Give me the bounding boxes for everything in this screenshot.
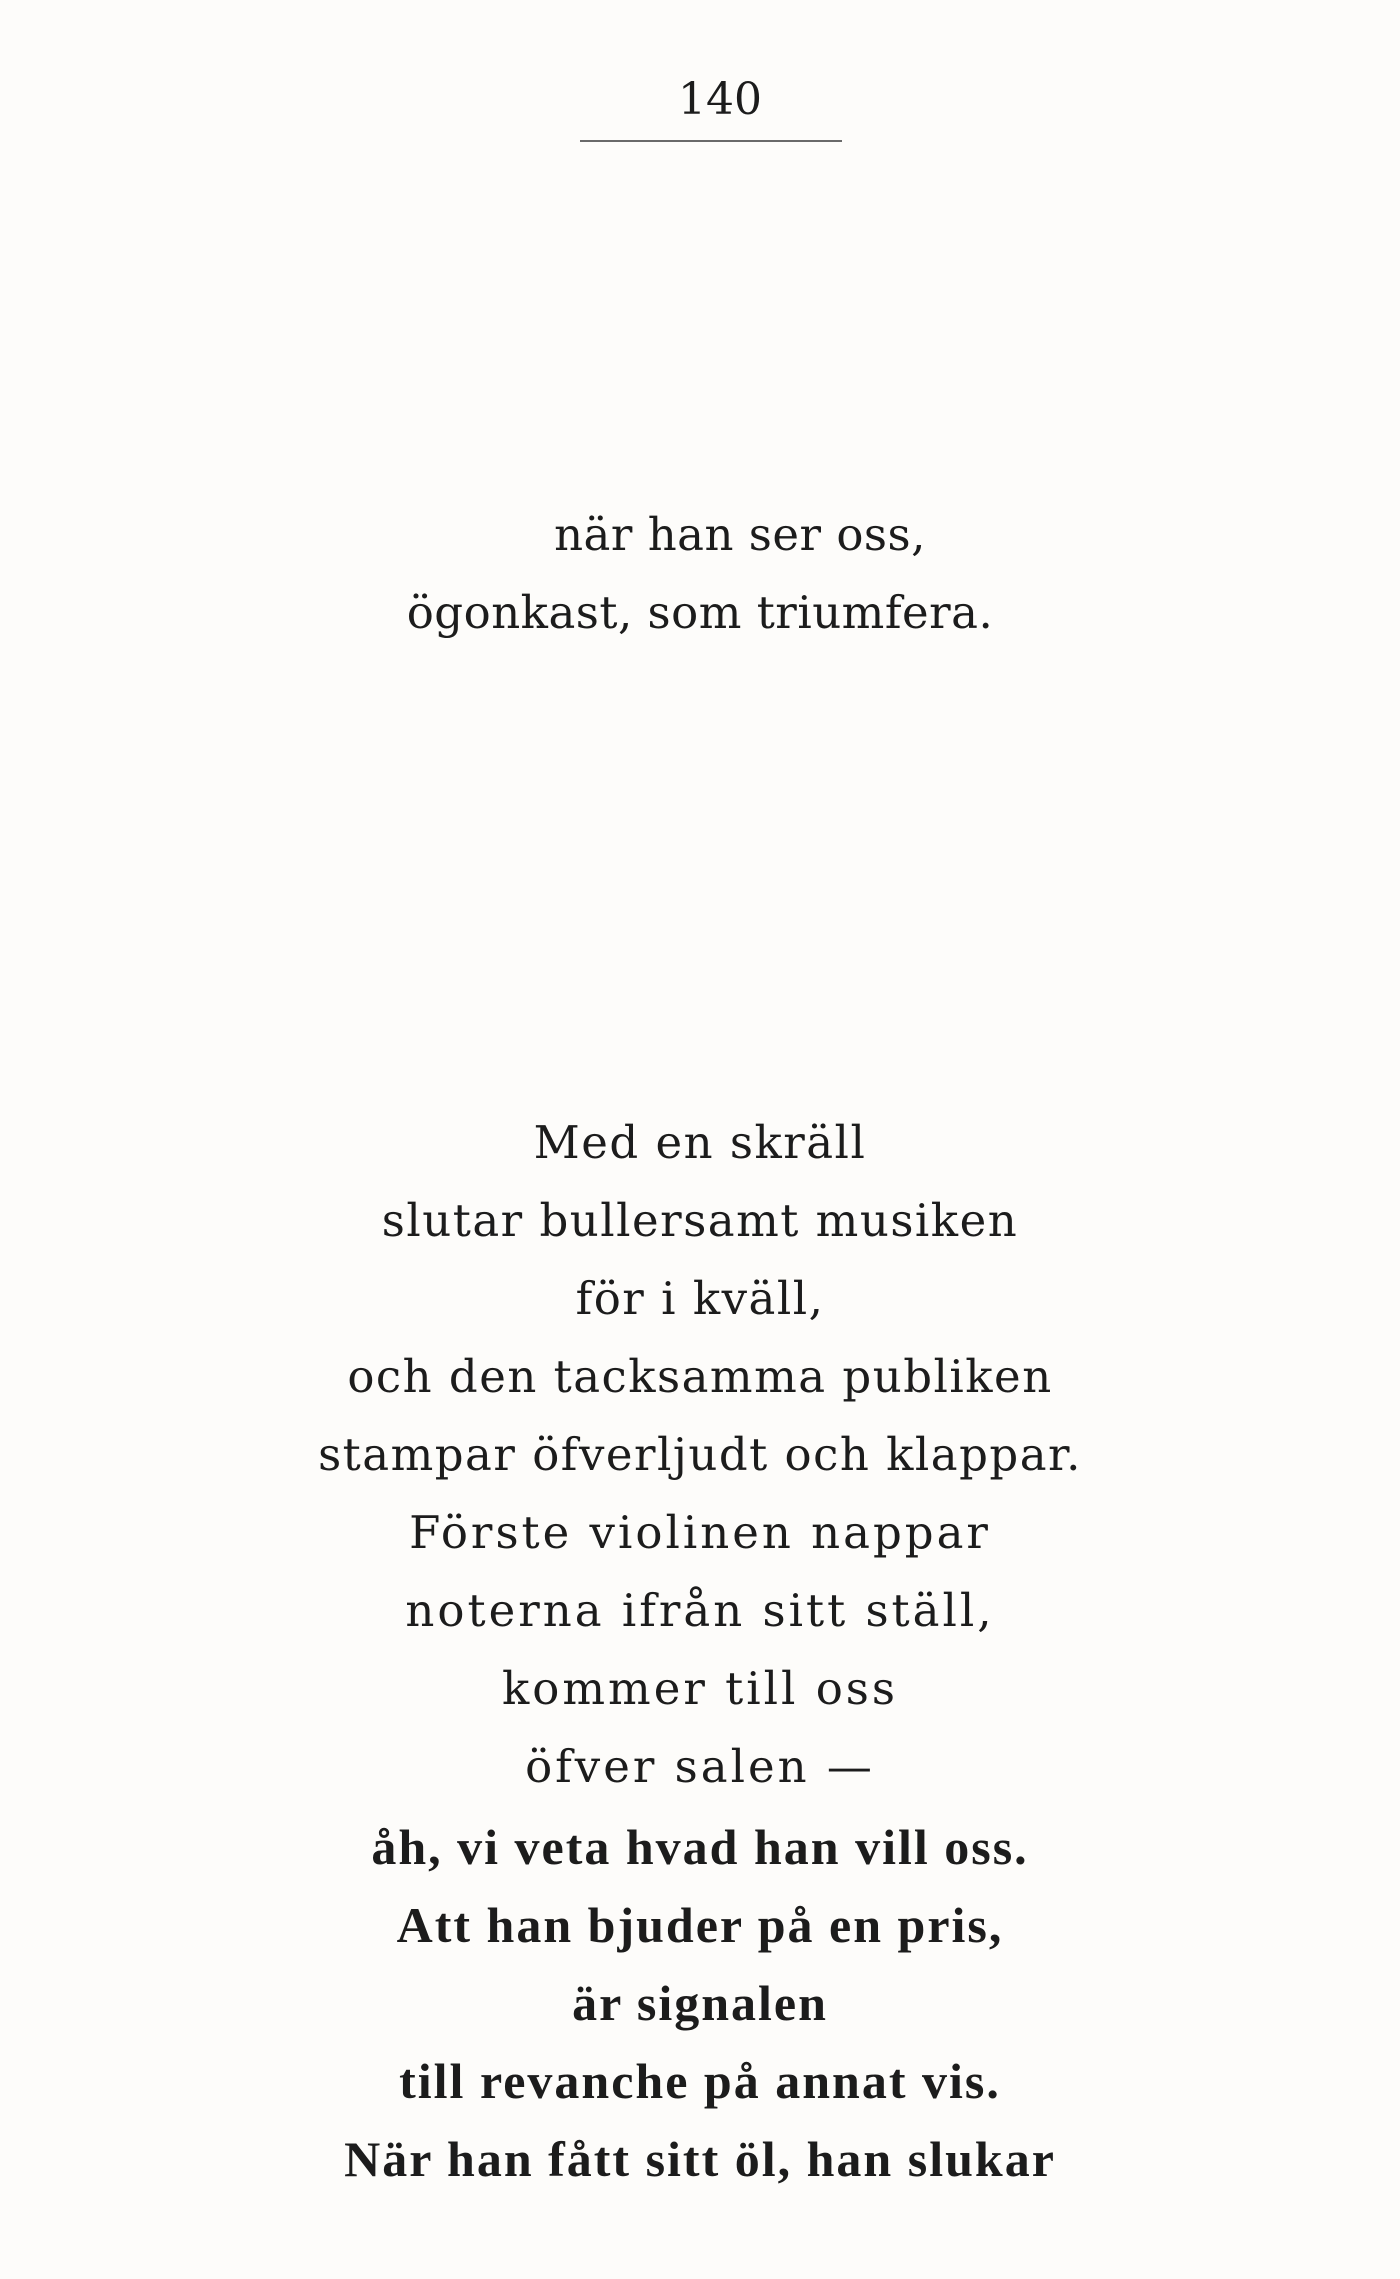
verse-line: slutar bullersamt musiken [381, 1194, 1019, 1247]
verse-line: Förste violinen nappar [409, 1506, 991, 1559]
verse-line: När han fått sitt öl, han slukar [344, 2131, 1056, 2187]
verse-line: noterna ifrån sitt ställ, [405, 1584, 995, 1637]
verse-line: stampar öfverljudt och klappar. [318, 1428, 1082, 1481]
verse-line: när han ser oss, [554, 508, 926, 561]
header-rule [580, 140, 842, 142]
verse-line: är signalen [572, 1975, 828, 2031]
verse-line: och den tacksamma publiken [347, 1350, 1053, 1403]
verse-line: Med en skräll [533, 1116, 867, 1169]
verse-line: åh, vi veta hvad han vill oss. [371, 1819, 1029, 1875]
verse-line: för i kväll, [575, 1272, 825, 1325]
page-number: 140 [678, 74, 762, 125]
verse-line: ögonkast, som triumfera. [406, 586, 994, 639]
verse-line: kommer till oss [502, 1662, 898, 1715]
verse-line: Att han bjuder på en pris, [396, 1897, 1004, 1953]
verse-line: till revanche på annat vis. [399, 2053, 1001, 2109]
verse-line: öfver salen — [525, 1740, 875, 1793]
